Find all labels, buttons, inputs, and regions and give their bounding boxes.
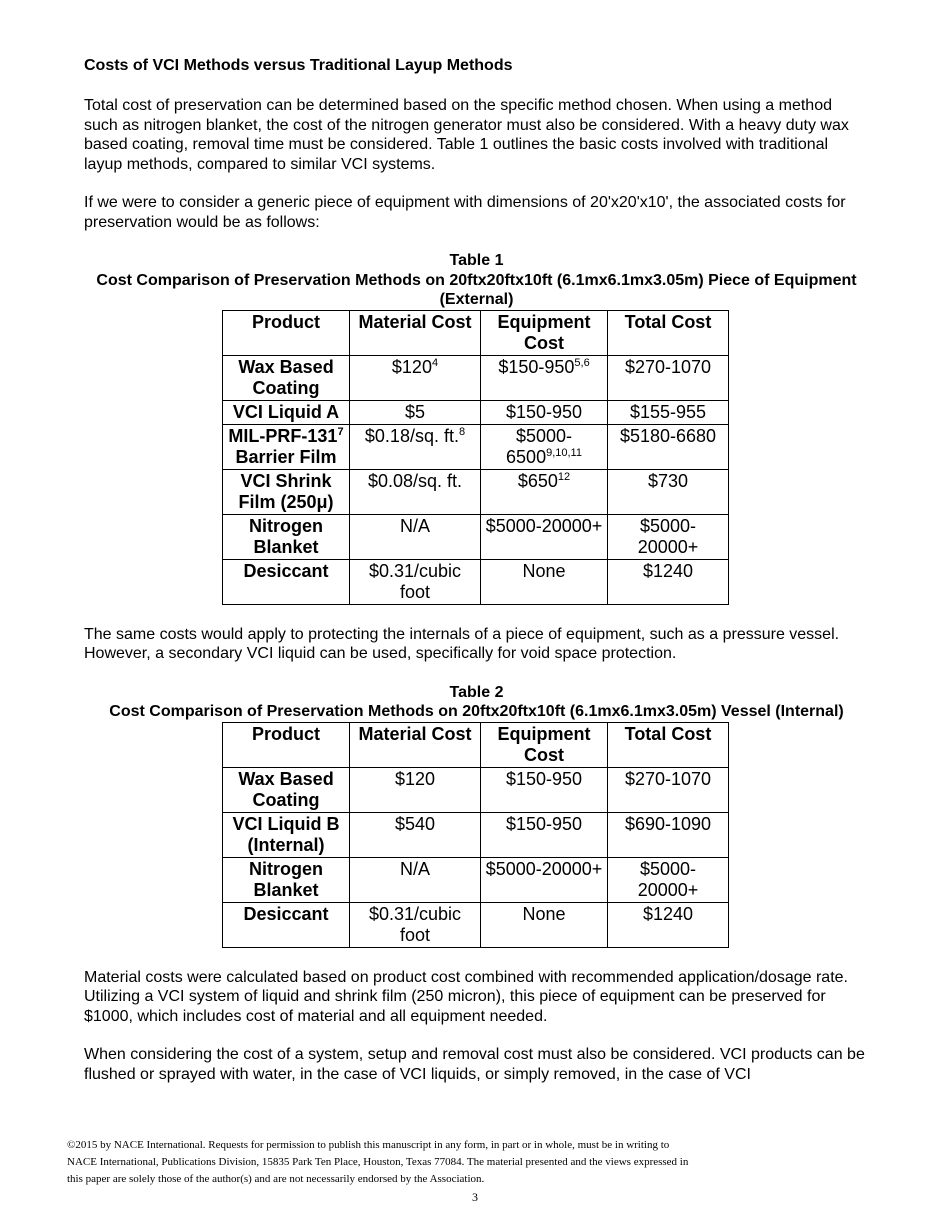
header-material-cost: Material Cost (350, 310, 481, 355)
cell-total: $5000-20000+ (608, 514, 729, 559)
cell-equipment: None (481, 559, 608, 604)
table-row (223, 355, 729, 400)
table1-title: Cost Comparison of Preservation Methods on 20ftx20ftx10ft (6.1mx6.1mx3.05m) Piece of Equipment (External) (96, 271, 857, 308)
table-row (223, 812, 729, 857)
cell-equipment: $5000-20000+ (481, 857, 608, 902)
cell-total: $5180-6680 (608, 424, 729, 469)
cell-total: $155-955 (608, 400, 729, 424)
cell-material: $5 (350, 400, 481, 424)
table-header-row (223, 310, 729, 355)
footnote-ref: 8 (458, 425, 466, 438)
footer-line-2: NACE International, Publications Division, 15835 Park Ten Place, Houston, Texas 77084. The material presented and the views expressed in (67, 1156, 689, 1168)
cell-value: MIL-PRF-131 (228, 425, 338, 446)
cell-value: $5000-6500 (506, 425, 573, 467)
footnote-ref: 12 (557, 470, 571, 483)
cell-material (350, 424, 481, 469)
table-row (223, 424, 729, 469)
cell-total: $1240 (608, 559, 729, 604)
header-equipment-cost: Equipment Cost (481, 722, 608, 767)
cell-value: $150-950 (498, 356, 575, 377)
paragraph-1: Total cost of preservation can be determined based on the specific method chosen. When using a method such as nitrogen blanket, the cost of the nitrogen generator must also be considered. With a heavy duty wax based coating, removal time must be considered. Table 1 outlines the basic costs involved with traditional layup methods, compared to similar VCI systems. (84, 97, 849, 173)
table-header-row (223, 722, 729, 767)
cell-product: Desiccant (223, 902, 350, 947)
cell-product (223, 424, 350, 469)
cell-material: $540 (350, 812, 481, 857)
section-heading: Costs of VCI Methods versus Traditional Layup Methods (84, 57, 513, 74)
table2-title: Cost Comparison of Preservation Methods on 20ftx20ftx10ft (6.1mx6.1mx3.05m) Vessel (Internal) (109, 703, 844, 720)
cell-total: $270-1070 (608, 767, 729, 812)
footnote-ref: 5,6 (574, 356, 590, 369)
page-content (84, 56, 869, 1084)
header-equipment-cost: Equipment Cost (481, 310, 608, 355)
cell-product: VCI Shrink Film (250μ) (223, 469, 350, 514)
footnote-ref: 4 (431, 356, 439, 369)
cell-material: N/A (350, 514, 481, 559)
cell-equipment (481, 424, 608, 469)
cell-product: VCI Liquid B (Internal) (223, 812, 350, 857)
footer-line-1: ©2015 by NACE International. Requests for permission to publish this manuscript in any form, in part or in whole, must be in writing to (67, 1139, 670, 1151)
cell-material: $0.31/cubic foot (350, 902, 481, 947)
cell-material: $120 (350, 767, 481, 812)
header-total-cost: Total Cost (608, 310, 729, 355)
footnote-ref: 7 (337, 425, 344, 438)
cell-equipment (481, 469, 608, 514)
table-row (223, 400, 729, 424)
cell-total: $1240 (608, 902, 729, 947)
cell-equipment: $150-950 (481, 400, 608, 424)
paragraph-3: The same costs would apply to protecting the internals of a piece of equipment, such as a pressure vessel. However, a secondary VCI liquid can be used, specifically for void space protection. (84, 625, 840, 662)
paragraph-5: When considering the cost of a system, setup and removal cost must also be considered. VCI products can be flushed or sprayed with water, in the case of VCI liquids, or simply removed, in the case of VCI (84, 1046, 865, 1083)
cell-value: Barrier Film (235, 446, 337, 467)
cell-equipment (481, 355, 608, 400)
cell-product: VCI Liquid A (223, 400, 350, 424)
cell-material (350, 355, 481, 400)
cell-equipment: $5000-20000+ (481, 514, 608, 559)
table-row (223, 469, 729, 514)
footnote-ref: 9,10,11 (546, 446, 582, 459)
table-row (223, 767, 729, 812)
footer-line-3: this paper are solely those of the author(s) and are not necessarily endorsed by the Association. (67, 1173, 485, 1185)
cell-material: N/A (350, 857, 481, 902)
cell-value: $0.18/sq. ft. (364, 425, 459, 446)
table1-label: Table 1 (449, 252, 504, 269)
cell-material: $0.08/sq. ft. (350, 469, 481, 514)
cell-total: $690-1090 (608, 812, 729, 857)
table-row (223, 857, 729, 902)
table-row (223, 902, 729, 947)
paragraph-4: Material costs were calculated based on product cost combined with recommended application/dosage rate. Utilizing a VCI system of liquid and shrink film (250 micron), this piece of equipment can be preserved for $1000, which includes cost of material and all equipment needed. (84, 968, 848, 1025)
table1 (222, 310, 729, 605)
cell-product: Wax Based Coating (223, 355, 350, 400)
table2-label: Table 2 (449, 683, 504, 701)
cell-equipment: $150-950 (481, 767, 608, 812)
table2 (222, 722, 729, 948)
cell-product: Nitrogen Blanket (223, 857, 350, 902)
table-row (223, 514, 729, 559)
cell-product: Desiccant (223, 559, 350, 604)
cell-material: $0.31/cubic foot (350, 559, 481, 604)
header-product: Product (223, 722, 350, 767)
header-total-cost: Total Cost (608, 722, 729, 767)
cell-value: $120 (391, 356, 432, 377)
cell-equipment: None (481, 902, 608, 947)
paragraph-2: If we were to consider a generic piece of equipment with dimensions of 20'x20'x10', the associated costs for preservation would be as follows: (84, 194, 846, 231)
header-material-cost: Material Cost (350, 722, 481, 767)
cell-total: $5000-20000+ (608, 857, 729, 902)
table-row (223, 559, 729, 604)
cell-equipment: $150-950 (481, 812, 608, 857)
cell-total: $730 (608, 469, 729, 514)
header-product: Product (223, 310, 350, 355)
cell-product: Wax Based Coating (223, 767, 350, 812)
cell-value: $650 (517, 470, 558, 491)
page-number: 3 (472, 1190, 478, 1204)
cell-product: Nitrogen Blanket (223, 514, 350, 559)
cell-total: $270-1070 (608, 355, 729, 400)
copyright-footer (67, 1137, 887, 1188)
